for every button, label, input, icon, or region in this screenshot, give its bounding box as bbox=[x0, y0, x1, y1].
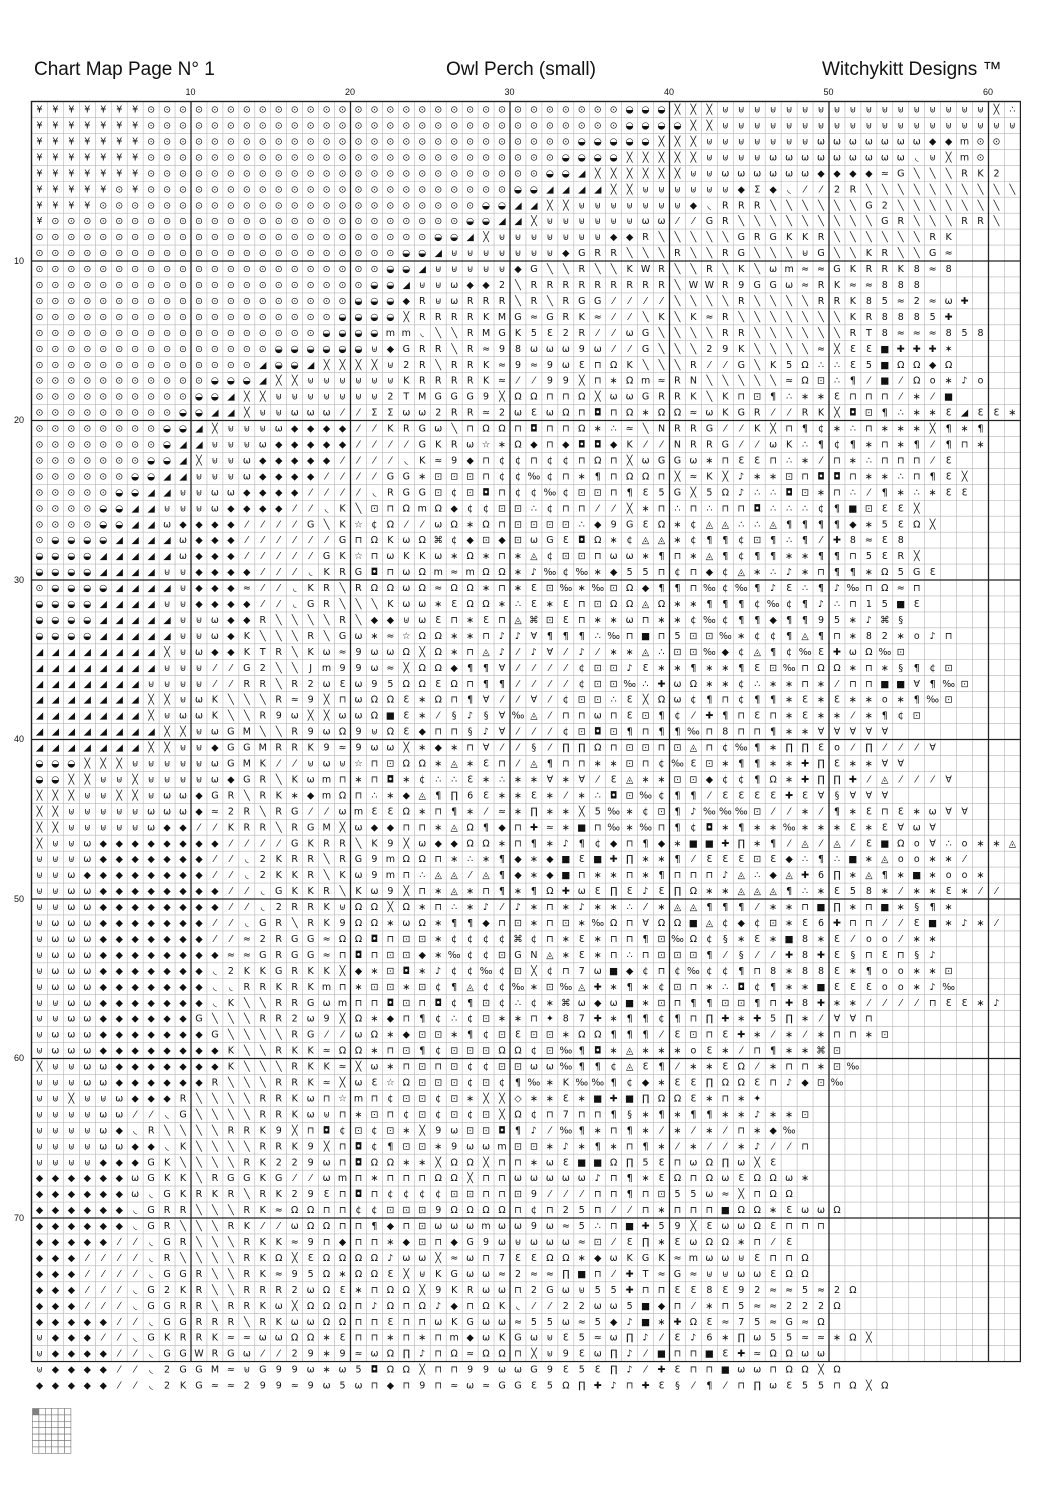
chart-row: ◢ ◢ ◢ ◢ ◢ ◢ ◢ ◢ ╳ ⊎ ω ◆ ◆ K T R ╲ K ω ≈ 9 ω ω Ω ╳ Ω ∗ ⊓ ◬ ♪ ⁄ ♪ ∀ ⁄ ♪ ⁄ ∗ ∗ ◬ ∴ ⊡ ⊡ ‰ ◆ ¢ ◬ ¶ ¢ ‰ Ɛ ✚ ω Ω ‰ ⊡ bbox=[35, 646, 905, 658]
thumbnail-cell bbox=[33, 1421, 39, 1427]
chart-row: ⊙ ⊙ ⊙ ⊙ ⊙ ⊙ ⊙ ⊙ ◒ ◢ ◢ ⊎ ⊎ ⊎ ω ◆ ◆ ◆ ◆ ◆ ⁄ ⁄ ⁄ ⁄ G K R ω ☆ ∗ Ω ◆ ⊓ ◆ ◘ ◘ ◆ K ⁄ ⁄ N R R G ⁄ ⁄ ω K ∴ ¶ ¢ ¶ ∗ ⊓ ∗ ¶ ⁄ ¶ ⊓ ∗ bbox=[35, 439, 985, 451]
chart-row: ◆ ◆ ◆ ◆ ◆ ◆ ω ◟ G K R K R ╲ R K 2 9 Ɛ ⊓ ◘ ⊓ ¢ ¢ ¢ ¢ ⊡ ⊡ ⊓ ⊓ ⊡ 9 ⁄ ⁄ ⁄ ⊓ ⊓ ¶ ⊓ ⊡ 5 5 ω ≈ ╳ ⊓ Ω Ω bbox=[35, 1189, 793, 1201]
chart-row: ◆ ◆ ◆ ◆ ◆ ◆ ◟ G R R ╲ ╲ ╲ R K ≈ Ω Ω ⊓ ⊓ ¢ ¢ ⊡ ⊡ ⊡ 9 Ω Ω Ω Ω ⊓ ¢ ⊓ 2 5 ⊓ ⁄ ⁄ ⊓ ∗ ⊓ ⊓ ⊓ ■ Ω Ω ∗ Ɛ ω ω Ω bbox=[35, 1205, 841, 1217]
thumbnail-cell bbox=[39, 1409, 45, 1415]
chart-row: ⊙ ⊙ ⊙ ⊙ ⊙ ⊙ ⊙ ⊙ ⊙ ⊙ ⊙ ⊙ ⊙ ⊙ ⊙ ⊙ ⊙ ⊙ ⊙ ⊙ ⊙ ◒ ◒ ◢ ⊎ ⊎ ω ◆ ◆ 2 ╲ R R R R R R R R R ╲ W W R 9 G G ω ≈ R K ≈ ≈ 8 8 8 bbox=[35, 280, 920, 292]
chart-row: ⊎ ω ω ω ◆ ◆ ◆ ◆ ◆ ◆ ◆ ◟ 2 K K G R K K ╳ ◆ ∗ ⊡ ◘ ∗ ♪ ¢ ¢ ‰ ¢ ⊡ ╳ ¢ ⊓ 7 ω ■ ◆ ¢ ⊓ ¢ ‰ ¢ ¢ ¶ ⊓ 8 ∗ 8 8 Ɛ ∗ ¶ o o ∗ ∗ ⊡ bbox=[35, 965, 953, 977]
chart-row: ⊙ ⊙ ⊙ ⊙ ⊙ ⊙ ⊙ ⊙ ⊙ ◒ ◒ ◢ ◢ ╳ ⊎ ⊎ ω ω ω ⁄ ⁄ Σ Σ ω ω 2 R R ≈ 2 ω Ɛ ω Ω ⊓ ◘ ⊓ Ω ∗ Ω Ω ≈ ω K G R ⁄ ⁄ R K ╳ ◘ ⊡ ¶ ∴ ∗ ∗ Ɛ ◢ Ɛ Ɛ ∗ bbox=[35, 407, 1017, 419]
chart-row: ╳ ╳ ⊎ ⊎ ⊎ ⊎ ⊎ ω ◆ ◆ ⁄ ⁄ K R R ╲ R G M ╳ ω ◆ ◆ ⊓ ⊓ ∗ ◬ Ω ¶ ◆ ⊓ ✚ ≈ ∗ ■ ⊓ ‰ ∗ ‰ ⊓ ¶ ¢ ◘ ∗ ¶ ∗ ∗ ‰ ∗ ∗ ∗ Ɛ ∗ Ɛ ∀ ω ∀ bbox=[36, 822, 936, 834]
chart-row: ⊎ ◆ ◆ ◆ ◆ ⁄ ⁄ ◟ G G W R G ω ⁄ ⁄ 2 9 ∗ 9 ≈ ω Ω ∏ ♪ ⊓ Ω ≈ Ω Ω ⊓ ╳ ⊎ 9 Ɛ ω ∏ ♪ ⁄ ■ ⊓ ⊓ ■ Ɛ ✚ ≈ Ω Ω ω ω bbox=[35, 1348, 826, 1360]
chart-row: ¥ ¥ ¥ ¥ ¥ ¥ ¥ ⊙ ⊙ ⊙ ⊙ ⊙ ⊙ ⊙ ⊙ ⊙ ⊙ ⊙ ⊙ ⊙ ⊙ ⊙ ⊙ ⊙ ⊙ ⊙ ⊙ ⊙ ⊙ ⊙ ⊙ ⊙ ⊙ ⊙ ⊙ ⊙ ⊙ ◒ ◒ ◒ ╳ ╳ ╳ ⊎ ⊎ ⊎ ⊎ ⊎ ⊎ ⊎ ⊎ ⊎ ⊎ ⊎ ⊎ ⊎ ⊎ ⊎ ⊎ ⊎ ╳ ∴ bbox=[36, 104, 1016, 116]
chart-row: ⊙ ⊙ ⊙ ⊙ ⊙ ⊙ ⊙ ⊙ ⊙ ⊙ ⊙ ◒ ◒ ◒ ◢ ╳ ╳ ⊎ ⊎ ⊎ ⊎ ⊎ ⊎ K R R R R K ≈ ⁄ ⁄ 9 9 ╳ ⊓ ∗ Ω m ≈ R N ╲ ╲ ╲ ╲ ╲ ≈ Ω ⊡ ∴ ¶ ⁄ ■ ⁄ Ω o ∗ ♪ o bbox=[35, 375, 984, 387]
chart-row: ⊎ ⊎ ╳ ⊎ ⊎ ω ◆ ◆ ◆ R ╲ ╲ ╲ ╲ R R K ω ⊓ ☆ m ⊓ ¢ ⊡ ⊡ ¢ ⊡ ∗ ╳ ╳ ◇ ∗ ∗ Ɛ ∗ ■ ✚ ■ ∏ Ω Ω Ɛ ∗ ⊓ ∗ ✦ bbox=[35, 1093, 762, 1105]
chart-row: ⊎ ⊎ ω ω ◆ ◆ ◆ ◆ ◆ ◆ ◆ ◟ K ╲ ╲ R R G ω m ⊓ ⊓ ◘ ⊡ ⊓ ◘ ¢ ¶ ⊡ ¢ ∴ ¢ ∗ ⌘ ω ◆ ω ■ ∗ ⊡ ⊓ ¶ ¶ ⊡ ⊡ ¶ ⊓ ✚ 8 ✚ ∗ ∗ ⁄ ⁄ ⁄ ⁄ ⊓ Ɛ Ɛ ∗ ♪ bbox=[35, 997, 1000, 1009]
chart-row: ◆ ◆ ◆ ⁄ ⁄ ⁄ ◟ G 2 K R ╲ ╲ R R R 2 ω Ω Ɛ ∗ ⊓ Ω Ω ╳ 9 K R ω ω ⊓ 2 G ω ⊎ 5 5 ✚ ⊓ ⊓ Ɛ Ɛ 8 Ɛ 9 2 ≈ ≈ 5 ≈ 2 Ω bbox=[35, 1284, 857, 1296]
thumbnail-cell bbox=[39, 1428, 45, 1434]
thumbnail-cell bbox=[39, 1434, 45, 1440]
thumbnail-cell bbox=[58, 1434, 64, 1440]
chart-row: ⊎ ⊎ ⊎ ω ω ◆ ◆ ◆ ◆ ◆ ◆ R ╲ ╲ ╲ R R K ≈ ╳ ω Ɛ ☆ Ω ⊡ ⊡ ⊡ ¢ ⊡ ¢ ¶ ‰ ∗ K ‰ ‰ ¶ ¢ ◆ ∗ Ɛ Ɛ ∏ Ω Ω Ɛ ⊓ ♪ ◆ ⊡ ‰ bbox=[35, 1077, 844, 1089]
chart-row: ◒ ◒ ◒ ◒ ◢ ◢ ◢ ◢ ◢ ⊎ ⊎ ω ◆ ◆ R ╲ ╲ ╲ ╲ R ╲ ◆ ◆ ⊎ ω Ɛ ⊓ ∗ Ɛ ⊓ ◬ ⌘ ⊡ Ɛ ⊓ ∗ ∗ ω ⊓ ∗ ∗ ¢ ‰ ¢ ¶ ¶ ◆ ¶ ¶ 9 5 ∗ ♪ ⌘ § bbox=[35, 614, 904, 626]
chart-row: ⊎ ω ω ω ◆ ◆ ◆ ◆ ◆ ◆ ◆ ◆ ≈ ≈ G R G G ≈ ⊓ ◘ ⊓ ⊡ ⊡ ◆ ∗ ‰ ¢ ¢ ⊡ G N ◬ ∗ Ɛ ∗ ⊓ ∴ ⊓ ⊡ ⊡ ⊡ ¶ ⁄ § ⁄ ⁄ ✚ 8 ✚ Ɛ § ⊓ Ɛ ⊓ § ♪ bbox=[35, 949, 936, 961]
chart-row: ⊙ ⊙ ⊙ ⊙ ◒ ◒ ◢ ◢ ⊎ ⊎ ⊎ ω ◆ ◆ ◆ ◆ ⁄ ⁄ ◟ K ╲ ⊡ ⊓ Ω m Ω ◆ ¢ ¢ ⊡ ⊡ ∴ ¢ ⊓ ⊓ ⁄ ⁄ ╳ ∗ ⊓ ∴ ⊓ ∴ ⊓ ⊓ ◘ ∴ ∴ ∴ ¢ ¶ ■ ⊡ Ɛ Ɛ ╳ bbox=[35, 503, 920, 515]
chart-row: ⊎ ◆ ◆ ◆ ◆ ⁄ ⁄ ◟ 2 G G M ≈ ⊎ G 9 9 ω ∗ ω 5 ◘ Ω Ω ╳ ⊓ ⊓ 9 9 ω ω G 9 Ɛ 5 Ɛ ∏ ♪ ⁄ ✚ Ɛ ⊓ ⊓ ■ ω ω ⊓ Ω Ω ╳ Ω bbox=[35, 1364, 841, 1376]
thumbnail-cell bbox=[39, 1421, 45, 1427]
chart-row: ¥ ⊙ ⊙ ⊙ ⊙ ⊙ ⊙ ⊙ ⊙ ⊙ ⊙ ⊙ ⊙ ⊙ ⊙ ⊙ ⊙ ⊙ ⊙ ⊙ ⊙ ⊙ ⊙ ⊙ ⊙ ⊙ ⊙ ◒ ◒ ◢ ◢ ╳ ⊎ ⊎ ⊎ ⊎ ⊎ ⊎ ω ω ⁄ ⁄ G R ╲ ╲ ╲ ╲ ╲ ╲ ╲ ╲ ╲ G R ╲ ╲ ╲ R R ╲ bbox=[36, 216, 1000, 228]
chart-row: ◆ ◆ ◆ ⁄ ⁄ ⁄ ⁄ ◟ R ╲ ╲ ╲ ╲ R K Ω ╳ Ɛ Ω Ω Ω Ω ♪ ω ω ╳ ≈ ω ⊓ 7 Ɛ Ɛ Ω Ω ∗ ◆ ω K G K ≈ m ω ω ⊎ Ɛ ⊓ ⊓ Ω bbox=[35, 1252, 809, 1264]
page-map-thumbnail bbox=[32, 1408, 73, 1455]
chart-row: ◒ ◒ ╳ ╳ ⊎ ⊎ ╳ ⊎ ⊎ ⊎ ⊎ ω ◆ G R ╲ K ω m ⊓ ∗ ⊓ ◘ ∗ ¢ ∴ ∴ Ɛ ∗ ∴ ∗ ∗ ∀ ∗ ∀ ⁄ Ɛ ◬ ∗ ∗ ⊡ ⊡ ◆ ¢ ¢ ¶ Ω ∗ ✚ ∏ ∏ ✚ ⁄ ◬ ⁄ ⁄ ⁄ ∀ bbox=[35, 774, 952, 786]
cross-stitch-chart-grid bbox=[31, 101, 1021, 1392]
chart-row: ◢ ◢ ◢ ◢ ◢ ◢ ◢ ╳ ╳ ⊎ ω K ╲ ╲ ╲ R ≈ 9 ╳ ⊓ ω Ω Ω Ɛ ∗ Ω ⊓ ¶ ∀ ⁄ ⁄ ∀ ⁄ ¢ ⊡ ⊡ ∴ Ɛ ╳ Ω ω ¢ ¶ ⊓ ¢ ¶ ¶ ∗ Ɛ ∗ Ɛ ∗ ∗ o ∗ ¶ ‰ ⊡ bbox=[35, 694, 953, 706]
chart-row: ⊎ ⊎ ⊎ ⊎ ω ω ⁄ ⁄ ◟ G ╲ ╲ ╲ ╲ R R K ω ⊎ ⊓ ∗ ⊡ ⊓ ¢ ⊡ ¢ ⊡ ¢ ⊡ ╳ Ω ¢ ⊓ 7 ⊓ ⊓ ¶ § ∗ ¶ ∗ ¶ ¶ ∗ ∗ ♪ ∗ ∗ ⊡ bbox=[35, 1109, 810, 1121]
chart-row: ⊙ ⊙ ⊙ ⊙ ⊙ ⊙ ⊙ ⊙ ⊙ ⊙ ⊙ ⊙ ⊙ ⊙ ⊙ ⊙ ⊙ ⊙ ⊙ ⊙ ⊙ ⊙ ◒ ◒ ◢ ⊎ ⊎ ⊎ ⊎ ⊎ ◆ G ╲ ╲ R ╲ ╲ K W R ╲ ╲ R ╲ K ╲ ω m ≈ ≈ G K R R K 8 ≈ 8 bbox=[35, 264, 952, 276]
chart-row: ¥ ¥ ¥ ¥ ¥ ¥ ¥ ⊙ ⊙ ⊙ ⊙ ⊙ ⊙ ⊙ ⊙ ⊙ ⊙ ⊙ ⊙ ⊙ ⊙ ⊙ ⊙ ⊙ ⊙ ⊙ ⊙ ⊙ ⊙ ⊙ ⊙ ⊙ ⊙ ◒ ◒ ◒ ◒ ╳ ╳ ╳ ╳ ╳ ⊎ ⊎ ⊎ ⊎ ω ω ω ω ω ω ω ω ω ◟ ⊎ ╳ m ⊙ bbox=[36, 152, 985, 164]
chart-row: ⊎ ω ω ω ◆ ◆ ◆ ◆ ◆ ◆ ◆ ◟ ◟ R R K R K m ⊓ ∗ ⊡ ⊡ ∗ ⊡ ¢ ¶ ◬ ¢ ¢ ‰ ∗ ⊡ ‰ ◬ ✚ ∗ ¶ ∗ ¢ ⊡ ⊓ ∗ ∴ ◘ ¢ ¶ ∗ ∗ ■ Ɛ Ɛ Ɛ o o ∗ ♪ ‰ bbox=[35, 981, 956, 993]
chart-row: ◒ ◒ ◒ ◒ ◢ ◢ ◢ ◢ ◢ ω ◆ ◆ ◆ ⁄ ⁄ ⁄ ⁄ ⁄ G K ☆ ⊓ ω K K ω ∗ Ω ∗ ⊓ ∗ ◬ ¢ ⊡ ⊡ ⊓ ω ω ∗ ¶ ⊓ ∗ ◬ ¶ ¢ ¶ ¶ ∗ ∗ ¶ ¶ ⊓ 5 Ɛ R ╳ bbox=[35, 551, 920, 563]
row-number: 40 bbox=[14, 734, 25, 744]
chart-row: ◆ ◆ ◆ ⁄ ⁄ ⁄ ◟ G G R R ╲ R R K ω ╳ Ω Ω Ω ⊓ ♪ Ω ⊓ Ω ♪ ◆ ⊓ Ω K ◟ ⁄ ⁄ 2 2 ω ω 5 ■ ◆ ⊓ ⁄ ∗ ⊓ 5 ≈ ≈ 2 2 2 Ω bbox=[35, 1300, 841, 1312]
thumbnail-cell bbox=[58, 1447, 64, 1453]
chart-row: ◆ ◆ ◆ ◆ ◆ ⁄ ⁄ ◟ 2 K G ≈ ≈ 2 9 9 ≈ 9 ω 5 ω ⊓ ◆ ⊓ 9 ⊓ ≈ ω ≈ G G Ɛ 5 Ω ∏ ✚ ♪ ⊓ ✚ Ɛ § ⁄ ¶ ⁄ ⊓ ∏ ω Ɛ 5 5 ⊓ Ω ╳ Ω bbox=[35, 1380, 889, 1392]
chart-row: ¥ ¥ ¥ ¥ ⊙ ⊙ ⊙ ⊙ ⊙ ⊙ ⊙ ⊙ ⊙ ⊙ ⊙ ⊙ ⊙ ⊙ ⊙ ⊙ ⊙ ⊙ ⊙ ⊙ ⊙ ⊙ ⊙ ⊙ ◒ ◒ ◢ ◢ ╳ ╳ ⊎ ⊎ ⊎ ⊎ ⊎ ⊎ ⊎ ◆ ◟ R R R ╲ ╲ ╲ ╲ ╲ ╲ G 2 ╲ ╲ ╲ ╲ ╲ ╲ ╲ bbox=[36, 200, 1000, 212]
thumbnail-cell bbox=[39, 1415, 45, 1421]
chart-row: ◆ ◆ ◆ ◆ ◆ ◆ ◟ G R ╲ ╲ ╲ R K ⁄ ⁄ ω Ω Ω ⊓ ⊓ ¶ ◆ ⊓ ⊡ ω ω ω m ω ω 9 ω ≈ 5 ∴ ⊓ ■ ✚ 5 9 ╳ Ɛ ω ω Ω Ɛ ⊓ ⊓ ⊓ bbox=[35, 1221, 825, 1233]
row-number: 50 bbox=[14, 893, 25, 904]
thumbnail-cell bbox=[39, 1447, 45, 1453]
thumbnail-current-page-cell bbox=[33, 1409, 39, 1415]
thumbnail-cell bbox=[58, 1441, 64, 1447]
thumbnail-cell bbox=[65, 1428, 71, 1434]
thumbnail-cell bbox=[52, 1447, 58, 1453]
thumbnail-cell bbox=[33, 1441, 39, 1447]
column-number: 60 bbox=[982, 87, 994, 97]
chart-row: ⊎ ω ω ω ◆ ◆ ◆ ◆ ◆ ◆ ◆ ⁄ ⁄ ◟ G R ╲ R K 9 Ω Ω ∗ ω Ω ∗ ¶ ¶ ◆ ⊓ ⊡ ∗ ⊓ ⊡ ∗ ‰ Ω ⊓ ∀ Ω Ω ■ ◬ ¢ ◆ ¢ ⊡ ∗ Ɛ 6 ✚ ⊓ ⊓ ⁄ ⁄ Ɛ ■ ∗ ♪ ∗ ⁄ bbox=[35, 918, 998, 930]
thumbnail-cell bbox=[33, 1434, 39, 1440]
thumbnail-cell bbox=[33, 1415, 39, 1421]
row-number: 70 bbox=[14, 1212, 25, 1223]
chart-row: ◢ ◢ ◢ ◢ ◢ ◢ ◢ ◢ ⊎ ⊎ ⊎ ⁄ ⁄ G 2 ╲ ╲ J m 9 9 ω ≈ ╳ Ω Ω ◆ ¶ ¶ ∀ ⁄ ⁄ ⁄ ⁄ ¢ ⊡ ⊡ ♪ Ɛ ∗ ∗ ¶ ∗ ∗ ¶ Ɛ ⊡ ‰ ⊓ Ω Ω ∗ ⊓ ∗ § ¶ ¢ ⊡ bbox=[35, 662, 953, 674]
chart-row: ⊙ ⊙ ⊙ ⊙ ⊙ ⊙ ⊙ ⊙ ⊙ ⊙ ⊙ ⊙ ⊙ ⊙ ⊙ ⊙ ⊙ ⊙ ⊙ ⊙ ⊙ ⊙ ⊙ ⊙ ⊙ ◒ ◒ ◢ ╳ ⊎ ⊎ ⊎ ⊎ ⊎ ⊎ ⊎ ◆ ◆ R ╲ ╲ ╲ ╲ ╲ G R G K K R ╲ ╲ ╲ ╲ ╲ ╲ R K bbox=[35, 232, 952, 244]
thumbnail-cell bbox=[58, 1421, 64, 1427]
chart-row: ╳ ╳ ⊎ ⊎ ⊎ ⊎ ⊎ ω ω ω ◆ ≈ 2 R ╲ R G ⁄ ⁄ ω m Ɛ Ɛ Ω ∗ ⊓ ¶ ∗ ⁄ ≈ ∗ ∏ ∗ ∗ ╳ 5 ‰ ∗ ¢ ⊡ ¶ ♪ ‰ ‰ ‰ ⊡ ⁄ ⁄ ∗ ⁄ ¶ ∗ Ɛ ⊓ Ɛ ∗ ω ∀ ∀ bbox=[36, 806, 968, 818]
chart-row: ⊎ ⊎ ω ω ◆ ◆ ◆ ◆ ◆ ◆ ◆ ◆ ⁄ ⁄ ◟ 2 R R K ⊎ Ω Ω ╳ Ω ∗ ⊓ ∴ ∗ ♪ ⁄ ♪ ∗ ⊓ ∗ ♪ ∗ ∗ ∴ ⁄ ∗ ◬ ◬ ¶ ¶ ¶ ⁄ ∗ ∗ ⊓ ■ ∏ ∗ ⊓ ■ ∗ § ¶ ∗ bbox=[35, 902, 953, 914]
chart-row: ⊎ ⊎ ⊎ ⊎ ω ◆ ◟ R ╲ ╲ ╲ ╲ R R K 9 ╳ ⊓ ◘ ¢ ⊡ ¢ ⊡ ∗ ╳ 9 ω ⊡ ⊡ ◘ ¶ ♪ ⁄ ‰ ¶ ∗ ⊓ ¶ ∗ ⁄ ∗ ⁄ ∗ ⁄ ⊓ ∗ ◆ ‰ bbox=[35, 1125, 796, 1137]
chart-row: ⊎ ⊎ ω ω ◆ ◆ ◆ ◆ ◆ ◆ ◆ ◆ ⁄ ⁄ ◟ G K K R ╲ K ω 9 ╳ ⊓ ∗ ◬ ∗ ⊓ ¶ ∗ ¶ Ω ✚ ω Ɛ ∏ Ɛ ♪ Ɛ ∏ Ω ∗ ∗ ◬ ◬ ◬ ¶ ∴ ∗ Ɛ 5 8 ∗ ⁄ ∗ ∗ Ɛ ∗ ⁄ ⁄ bbox=[35, 886, 998, 898]
chart-row: ⊙ ⊙ ⊙ ⊙ ⊙ ⊙ ⊙ ⊙ ⊙ ⊙ ⊙ ⊙ ⊙ ⊙ ⊙ ⊙ ⊙ ⊙ ⊙ ⊙ ⊙ ⊙ ⊙ ◒ ◒ ◢ ⊎ ⊎ ⊎ ⊎ ⊎ ⊎ ⊎ ◆ G R R ╲ ╲ ╲ R ╲ ╲ R G ╲ ╲ ╲ ⊎ G ╲ ╲ K R ╲ ╲ G ≈ bbox=[35, 248, 953, 260]
thumbnail-cell bbox=[65, 1441, 71, 1447]
chart-row: ╳ ⊎ ⊎ ω ◆ ◆ ◆ ◆ ◆ ◆ ◆ ◆ ⁄ ⁄ ⁄ ⁄ G K R R ╲ K 9 ╳ ω ◆ ◆ Ω Ω ∗ ⊓ ¶ ∗ ♪ ¶ ¢ ◆ ⊓ ¶ ◆ ∗ ■ ■ ✚ ∏ ∗ ¶ ⁄ ◬ ⁄ ◬ ⁄ Ɛ ■ Ω o ∀ ∴ o ∗ ∗ ◬ bbox=[36, 838, 1017, 850]
chart-row: ¥ ¥ ¥ ¥ ¥ ¥ ¥ ⊙ ⊙ ⊙ ⊙ ⊙ ⊙ ⊙ ⊙ ⊙ ⊙ ⊙ ⊙ ⊙ ⊙ ⊙ ⊙ ⊙ ⊙ ⊙ ⊙ ⊙ ⊙ ⊙ ⊙ ⊙ ⊙ ⊙ ⊙ ⊙ ⊙ ◒ ◒ ◒ ◒ ╳ ╳ ⊎ ⊎ ⊎ ⊎ ⊎ ⊎ ⊎ ⊎ ⊎ ⊎ ⊎ ⊎ ⊎ ⊎ ⊎ ⊎ ⊎ ⊎ ⊎ bbox=[36, 120, 1016, 132]
chart-row: ¥ ¥ ¥ ¥ ¥ ¥ ¥ ⊙ ⊙ ⊙ ⊙ ⊙ ⊙ ⊙ ⊙ ⊙ ⊙ ⊙ ⊙ ⊙ ⊙ ⊙ ⊙ ⊙ ⊙ ⊙ ⊙ ⊙ ⊙ ⊙ ⊙ ⊙ ◒ ◒ ◢ ╳ ╳ ╳ ╳ ╳ ╳ ⊎ ⊎ ω ω ω ω ω ω ◆ ◆ ◆ ◆ ≈ G ╲ ╲ ╲ R K 2 bbox=[36, 168, 1000, 180]
column-number: 30 bbox=[504, 87, 515, 97]
thumbnail-cell bbox=[58, 1409, 64, 1415]
chart-row: ⊙ ⊙ ⊙ ⊙ ⊙ ⊙ ⊙ ◒ ◒ ◢ ╳ ⊎ ⊎ ω ◆ ◆ ◆ ◆ ◆ ⁄ ⁄ ⁄ ⁄ ◟ K ≈ 9 ◆ ⊓ ¢ ¢ ⊓ ¢ ¢ ⊓ Ω ⊓ ╳ ω G G ω ∗ ⊓ Ɛ Ɛ ⊓ ∴ ∗ ⁄ ⊓ ∗ ∴ ⊓ ⊓ ⊓ ⁄ Ɛ bbox=[35, 455, 952, 467]
column-number: 50 bbox=[823, 87, 834, 97]
chart-row: ⊙ ⊙ ⊙ ⊙ ◒ ◒ ◢ ◢ ω ◆ ◆ ◆ ◆ ⁄ ⁄ ⁄ ⁄ G ╲ K ☆ ¢ Ω ⁄ ⁄ ω Ω ∗ Ω ⊓ ⊡ ⊡ ⊡ ⊡ ∴ ◆ 9 G Ɛ Ω ∗ ¢ ◬ ◬ ∴ ∴ ◬ ¶ ¶ ¶ ¶ ◆ ∗ 5 Ɛ Ω ╳ bbox=[35, 519, 936, 531]
chart-row: ¥ ¥ ¥ ¥ ¥ ¥ ¥ ⊙ ⊙ ⊙ ⊙ ⊙ ⊙ ⊙ ⊙ ⊙ ⊙ ⊙ ⊙ ⊙ ⊙ ⊙ ⊙ ⊙ ⊙ ⊙ ⊙ ⊙ ⊙ ⊙ ⊙ ⊙ ⊙ ⊙ ◒ ◒ ◒ ◒ ◒ ╳ ╳ ╳ ⊎ ⊎ ⊎ ⊎ ⊎ ⊎ ⊎ ω ω ω ω ω ω ω ◆ ◆ m ⊙ ⊙ bbox=[36, 136, 1001, 148]
chart-row: ◒ ◒ ◒ ◒ ◢ ◢ ◢ ◢ ◢ ⊎ ⊎ ω ◆ K ╲ ╲ ╲ R ╲ G ω ∗ ≈ ☆ Ω Ω ∗ ∗ ⊓ ♪ ♪ ∀ ¶ ¶ ¶ ∴ ‰ ⊓ ■ ⊓ 5 ⊡ ⊡ ‰ ∗ ¢ ¢ ¶ ◬ ¶ ⊓ ∗ 8 2 ∗ o ♪ ⊓ bbox=[35, 630, 953, 642]
thumbnail-cell bbox=[39, 1441, 45, 1447]
row-number: 30 bbox=[14, 574, 25, 585]
designer-name: Witchykitt Designs ™ bbox=[822, 59, 1002, 80]
chart-row: ⊎ ω ω ω ◆ ◆ ◆ ◆ ◆ ◆ ◆ ⁄ ⁄ ≈ 2 R G G ≈ Ω Ω ◘ ⊓ ⊡ ⊡ ∗ ¢ ¢ ¢ ¢ ⌘ ¢ ⊓ ∗ Ɛ ∗ ⊓ ⊓ ¶ ⊡ ‰ Ω ¢ § ∗ Ɛ ∗ ■ 8 ∗ Ɛ ⁄ o o ⁄ ∗ ∗ bbox=[35, 933, 937, 945]
chart-row: ◢ ◢ ◢ ◢ ◢ ◢ ◢ ╳ ╳ ⊎ ⊎ ◆ G G M R R K 9 ≈ 9 ω ω ╳ ∗ ◆ ∗ ⊓ ∀ ⁄ ⁄ § ⁄ ∏ ∏ Ω ⊓ ⊡ ⊡ ⊓ ⊡ ◬ ⊓ ¢ ‰ ¶ ∗ ∏ ∏ Ɛ o ⁄ ∏ ⁄ ⁄ ⁄ ∀ bbox=[35, 742, 936, 754]
thumbnail-cell bbox=[45, 1421, 51, 1427]
chart-row: ⊙ ⊙ ⊙ ⊙ ⊙ ⊙ ◒ ◒ ◢ ◢ ⊎ ⊎ ⊎ ω ◆ ◆ ◆ ◆ ⁄ ⁄ ⁄ ⁄ G G ∗ ⊡ ⊡ ⊡ ⊓ ¢ ¢ ‰ ¢ ⊓ ∗ ¶ ⊓ Ω Ω ⊓ ╳ ≈ K ╳ ♪ ∗ ∗ ⊡ ⊓ ◘ ◘ ⊓ ∗ ∗ ∴ ⊓ ¶ Ɛ ╳ bbox=[35, 471, 968, 483]
chart-row: ⊎ ◆ ◆ ◆ ⁄ ⁄ ◟ G K R R K ≈ ≈ ω ω Ω Ω ∗ Ɛ ⊓ ⊓ ∗ ⊓ ∗ ⊓ m ◆ ω K G ω ⊎ Ɛ 5 ≈ ω ∏ ♪ ⁄ Ɛ ♪ 6 ∗ ∏ ω 5 5 ≈ ≈ ∗ Ω ╳ bbox=[35, 1332, 872, 1344]
chart-row: ◆ ◆ ◆ ⁄ ⁄ ⁄ ⁄ ◟ G G R ╲ ╲ R K ≈ 9 5 Ω ∗ Ω Ω Ɛ ╳ ⊎ K G ω ω ≈ 2 ≈ ≈ ∏ ■ ⊓ ⁄ ✚ T ≈ G ≈ ⊎ ⊎ ω ω Ɛ Ω Ω bbox=[35, 1268, 809, 1280]
row-number: 20 bbox=[14, 415, 25, 425]
thumbnail-cell bbox=[52, 1428, 58, 1434]
thumbnail-cell bbox=[33, 1428, 39, 1434]
thumbnail-cell bbox=[52, 1409, 58, 1415]
chart-row: ⊎ ω ω ω ◆ ◆ ◆ ◆ ◆ ◆ ◆ ◆ K ╲ ╲ R K K ≈ Ω Ω ∗ ⊓ ⊡ ¶ ¢ ⊡ ⊡ ⊡ Ω Ω ¢ ⊡ ‰ ¶ ◘ ∗ ◬ ∗ ∗ ∗ o Ɛ ∗ ⁄ ⊓ ¶ ∗ ∗ ⌘ ⊡ bbox=[35, 1045, 841, 1057]
thumbnail-cell bbox=[65, 1434, 71, 1440]
chart-row: ◢ ◢ ◢ ◢ ◢ ◢ ◢ ╳ ⊎ ω ω K ╲ ╲ R 9 ω ╳ ╳ ω ω Ω ■ Ɛ ∗ ⁄ § ♪ § ∀ ‰ ◬ ⁄ ⊓ ⊓ ω ⊓ Ɛ ⊡ ¶ ¢ ⁄ ✚ ¶ ⊓ Ɛ ⊓ ∗ Ɛ ∗ ∗ ⁄ ∗ ¶ ¢ ⊡ bbox=[35, 710, 921, 722]
chart-row: ⊎ ⊎ ⊎ ω ◆ ◆ ◆ ◆ ◆ ◆ ◆ ⁄ ⁄ ◟ 2 K R R ╲ R G 9 m Ω Ω ⊓ ∗ ∴ ∗ ¶ ◆ ∗ ◆ ■ Ɛ ■ ✚ ∏ ∗ ∗ ¶ ⁄ Ɛ Ɛ Ɛ ⊡ Ɛ ◆ ∴ ¶ ∴ ■ ∗ ◬ o o ∗ ∗ ⁄ bbox=[35, 854, 966, 866]
chart-row: ◒ ◒ ◒ ╳ ╳ ╳ ⊎ ⊎ ⊎ ⊎ ⊎ ω G M K ⁄ ⁄ ⊎ ω ⊎ ☆ ⊓ ⊡ Ω Ω ∗ ◬ ∗ Ɛ ⊓ ⁄ ◬ ¶ ⊓ ⊓ ∗ ∗ ⊡ ⊓ ¢ ‰ Ɛ ⊡ ∗ ¶ ¶ ∗ ∗ ✚ ∏ Ɛ ∗ ∗ ∀ ∀ bbox=[35, 758, 905, 770]
chart-row: ⊎ ⊎ ω ω ◆ ◆ ◆ ◆ ◆ ◆ G ╲ ╲ ╲ R R 2 ω 9 ╳ Ω ∗ ◆ ⊓ ¶ ¢ ∴ ¢ ⊡ ∗ ∗ ⊓ ✦ 8 7 ✚ ∗ ¶ ¶ ¢ ¶ ⊓ ∏ ✚ ∗ ✚ 5 ∏ ∗ ⁄ ∀ ∀ ⊓ bbox=[35, 1013, 873, 1025]
chart-row: ◒ ◒ ◒ ◒ ◢ ◢ ◢ ◢ ⊎ ⊎ ◆ ◆ ◆ ◆ ⁄ ⁄ ⁄ ◟ K R G ◘ ⊓ ω Ω m ≈ m Ω Ω ∗ ♪ ‰ ¢ ‰ ∗ ◆ 5 5 ⊓ ¢ ⊓ ◆ ¢ ◬ ∗ ∴ ♪ ∗ ⊓ ¶ ¶ ∗ Ω 5 G Ɛ bbox=[35, 567, 936, 579]
thumbnail-cell bbox=[45, 1434, 51, 1440]
row-number: 10 bbox=[14, 255, 25, 266]
chart-row: ⊎ ⊎ ⊎ ⊎ ω ω ◆ ◆ ◟ K ╲ ╲ ╲ ╲ R R K 9 ╳ ⊓ ◘ ¢ ¶ ⊡ ⊡ ∗ 9 ω ω m ⊡ ⊡ ∗ ♪ ∗ ¶ ∗ ⊓ ¶ ∗ ⁄ ∗ ⁄ ⁄ ∗ ♪ ⁄ ⁄ ⊓ bbox=[35, 1141, 809, 1153]
chart-row: ⊙ ◒ ◒ ◒ ◒ ◢ ◢ ◢ ◢ ⊎ ◆ ◆ ◆ ≈ ⁄ ⁄ ◟ K R ╲ R Ω Ω ω Ω ≈ Ω Ω ∗ ⊓ ∗ Ɛ ⊡ ‰ ∗ ‰ ⊡ Ω ◆ ¶ ¶ ⊓ ‰ ¢ ‰ ¶ ♪ Ɛ ∴ ¶ ♪ ‰ ⊓ Ω ≈ ⊓ bbox=[35, 583, 921, 595]
thumbnail-cell bbox=[58, 1415, 64, 1421]
pattern-title: Owl Perch (small) bbox=[446, 59, 596, 80]
column-number: 10 bbox=[185, 87, 196, 97]
thumbnail-cell bbox=[52, 1441, 58, 1447]
thumbnail-cell bbox=[45, 1415, 51, 1421]
chart-row: ◢ ◢ ◢ ◢ ◢ ◢ ◢ ⊎ ⊎ ⊎ ⊎ ⁄ ⁄ R R ╲ R 2 ω Ɛ ω 9 5 Ω Ω Ɛ Ω ⊓ ¶ ¶ ⁄ ⁄ ⁄ ⁄ ¢ ⊡ ⊡ ‰ ∴ ✚ ω Ω ∗ ∗ ¢ ∴ ∗ ∗ ⊓ ∗ ⁄ ⊓ ⊓ ■ ■ ∀ ¶ ‰ ⊡ bbox=[35, 678, 969, 690]
chart-row: ╳ ╳ ╳ ⊎ ⊎ ╳ ╳ ⊎ ω ω ◆ G R ╲ R K ∗ ◆ m Ω ⊓ ∴ ∗ ◆ ◬ ¶ ∏ 6 Ɛ ∗ ∗ Ɛ ∗ ⁄ ∗ ∴ ◘ ⊡ ‰ ¢ ¶ ¶ ⁄ Ɛ Ɛ Ɛ Ɛ ✚ Ɛ ∀ § ∀ ∀ ∀ bbox=[36, 790, 889, 802]
chart-row: ⊙ ⊙ ⊙ ⊙ ⊙ ⊙ ⊙ ⊙ ⊙ ⊙ ⊙ ⊙ ⊙ ⊙ ⊙ ◒ ◒ ◒ ◒ ◒ ◒ ⊎ ◆ G R R ╲ R ≈ 9 8 ω ω ω 9 ω ⁄ ⁄ G ╲ ╲ ╲ 2 9 K ╲ ╲ ╲ ╲ ≈ ╳ Ɛ Ɛ ■ ✚ ✚ ✚ ✶ bbox=[35, 343, 953, 355]
thumbnail-cell bbox=[65, 1447, 71, 1453]
column-number: 40 bbox=[663, 87, 675, 97]
chart-row: ◒ ◒ ◒ ◒ ◢ ◢ ◢ ◢ ⊎ ⊎ ◆ ◆ ◆ ◆ ⁄ ⁄ ◟ G R ╲ ╲ ╲ K ω ω ∗ Ɛ Ω Ω ∗ ∴ Ɛ ∗ Ɛ ⊓ ⊡ Ω Ω ◬ Ω ∗ ∗ ¶ ¶ ¶ ¢ ‰ ¢ ¶ ♪ ∴ ⊓ 1 5 ■ Ɛ bbox=[35, 599, 920, 611]
column-number: 20 bbox=[344, 87, 356, 97]
thumbnail-cell bbox=[58, 1428, 64, 1434]
thumbnail-cell bbox=[33, 1447, 39, 1453]
thumbnail-cell bbox=[65, 1415, 71, 1421]
thumbnail-cell bbox=[65, 1409, 71, 1415]
chart-row: ⊙ ⊙ ⊙ ⊙ ⊙ ◒ ◒ ◢ ◢ ⊎ ⊎ ω ω ◆ ◆ ◆ ◆ ⁄ ⁄ ⁄ ⁄ ◟ R G G ⊡ ¢ ⊡ ◘ ⊓ ¢ ¢ ‰ ¢ ⊡ ⊡ ⊓ ¶ Ɛ 5 G ╳ 5 Ω ♪ ∴ ∴ ◘ ⊡ ∗ ⊓ ∴ ⁄ ¶ ∗ ∴ ∗ Ɛ Ɛ bbox=[35, 487, 968, 499]
chart-row: ◆ ◆ ◆ ◆ ◆ ⁄ ⁄ ◟ G G R R R ╲ R K ω ω Ω Ω ⊓ ⊓ Ɛ ⊓ ⊓ ω K G ω ω ≈ 5 5 ω ≈ 5 ◆ ♪ ■ ∗ ✚ Ω Ɛ ≈ 7 5 ≈ G ≈ Ω bbox=[35, 1316, 825, 1328]
thumbnail-cell bbox=[45, 1428, 51, 1434]
chart-row: ╳ ⊎ ⊎ ω ω ◆ ◆ ◆ ◆ ◆ ◆ ◆ K ╲ ╲ ╲ R K K ≈ ╳ ω ∗ ⊓ ⊡ ⊓ ⊡ ¢ ¢ ⊡ ⊡ ω ω ‰ ¶ ¶ ¢ ◬ Ɛ ¶ ⁄ ∗ ∗ Ɛ Ω ⁄ ∗ ⊓ ⊓ ∗ ⊡ ‰ bbox=[36, 1061, 860, 1073]
chart-row: ¥ ¥ ¥ ¥ ¥ ⊙ ¥ ⊙ ⊙ ⊙ ⊙ ⊙ ⊙ ⊙ ⊙ ⊙ ⊙ ⊙ ⊙ ⊙ ⊙ ⊙ ⊙ ⊙ ⊙ ⊙ ⊙ ⊙ ⊙ ⊙ ◒ ◒ ◢ ◢ ◢ ◢ ╳ ╳ ⊎ ⊎ ⊎ ⊎ ⊎ ⊎ ◆ Σ ◆ ◟ ⁄ ⁄ 2 R ╲ ╲ ╲ ╲ ╲ ╲ ╲ ╲ ╲ ╲ bbox=[36, 184, 1016, 196]
chart-row: ⊙ ⊙ ⊙ ⊙ ⊙ ⊙ ⊙ ⊙ ◒ ◒ ◢ ╳ ⊎ ⊎ ⊎ ω ◆ ◆ ◆ ◆ ⁄ ⁄ K R G ω ╲ ⊓ Ω Ω ⊓ ◘ ⊓ ⊓ Ω ∗ ∴ ≈ ╲ N R R G ⁄ ⁄ K ╳ ⊓ ¶ ¢ ∗ ∴ ⊓ ∗ ∗ ∗ ╳ ¶ ∗ ¶ bbox=[35, 423, 984, 435]
chart-row: ⊎ ω ω ω ◆ ◆ ◆ ◆ ◆ ◆ ◆ G ╲ ╲ ╲ ╲ R G ⁄ ⁄ ω Ω ∗ ◆ ⊡ ⊡ ∗ ¶ ¢ ⊡ Ɛ ⊡ ⊡ ∗ Ω Ω ¶ ¶ ¶ ⁄ Ɛ ⊡ ⊓ Ɛ ✚ ∗ ⁄ ∗ ⁄ ∗ ⊓ ⊓ ∗ ⊡ bbox=[35, 1029, 889, 1041]
chart-row: ⊙ ⊙ ⊙ ⊙ ⊙ ⊙ ⊙ ⊙ ⊙ ⊙ ◒ ◒ ◢ ╳ ╳ ⊎ ⊎ ⊎ ⊎ ⊎ ⊎ ⊎ 2 T M G G G 9 ╳ Ω Ω ⊓ ⊓ Ω ╳ ω ω G R R K ╲ K ⊓ ⊡ ¶ ∴ ∗ ∗ Ɛ ⊓ ⊓ ⊓ ⁄ ∗ ⁄ ■ bbox=[35, 391, 954, 403]
thumbnail-cell bbox=[52, 1421, 58, 1427]
chart-row: ⊎ ⊎ ⊎ ⊎ ◆ ◆ ◆ G K ╲ ╲ ╲ ╲ R K 2 2 9 ω ⊓ ◘ Ω Ω ∗ ∗ ╳ Ω Ω ╳ ⊓ ⊓ ∗ ω Ɛ ■ ■ Ω ∏ 5 Ɛ ⊓ ω Ω ∏ ω ╳ Ɛ bbox=[35, 1157, 777, 1169]
chart-row: ◆ ◆ ◆ ◆ ◆ ◆ ω G K K ╲ R G G K G ⁄ ⁄ ω m ⊓ ∗ ⊓ ⊓ ⊓ Ω Ω ╳ ⊓ ⊓ ω ω ω ω ω ♪ ⊓ ¶ ∗ Ɛ Ω ⊓ Ω ω Ɛ Ω Ω ω ∗ bbox=[35, 1173, 810, 1185]
row-number: 60 bbox=[14, 1053, 25, 1063]
chart-row: ⊙ ⊙ ⊙ ⊙ ⊙ ⊙ ⊙ ⊙ ⊙ ⊙ ⊙ ⊙ ⊙ ⊙ ⊙ ⊙ ⊙ ⊙ ◒ ◒ ◒ ◒ m m ◟ ╲ ╲ R M G K 5 Ɛ 2 R ⁄ ⁄ ω G ╲ ╲ ╲ ╲ R R ╲ ╲ ╲ ╲ ╲ ╲ R T 8 ≈ ≈ ≈ 8 5 8 bbox=[35, 327, 984, 339]
thumbnail-cell bbox=[52, 1415, 58, 1421]
chart-row: ◆ ◆ ◆ ◆ ◆ ⁄ ⁄ ◟ G R ╲ ╲ ╲ R K K ≈ 9 ⊓ ◆ ⊓ ⊓ ∗ ◆ ⊡ ⊓ ◆ G 9 ω ⊎ ω ω ω ≈ ⊡ ⁄ Ɛ ∏ ∗ Ɛ ω Ω Ω ∗ ⊓ ⁄ Ɛ bbox=[35, 1237, 793, 1249]
chart-row: ⊙ ⊙ ⊙ ⊙ ⊙ ⊙ ⊙ ⊙ ⊙ ⊙ ⊙ ⊙ ⊙ ⊙ ◢ ◒ ◒ ◢ ╳ ╳ ╳ ╳ ⊎ 2 R ╲ R R K ≈ 9 ≈ 9 ω Ɛ ⊓ Ω K ╲ ╲ ╲ R ⁄ ⁄ G ╲ K 5 Ω ∴ ∴ Ɛ 5 ■ Ω Ω ◆ Ω bbox=[35, 359, 953, 371]
thumbnail-cell bbox=[45, 1409, 51, 1415]
chart-map-page-label: Chart Map Page N° 1 bbox=[34, 59, 215, 80]
thumbnail-cell bbox=[52, 1434, 58, 1440]
thumbnail-cell bbox=[65, 1421, 71, 1427]
chart-row: ⊙ ◒ ◒ ◒ ◒ ◢ ◢ ◢ ◢ ω ◆ ◆ ◆ ⁄ ⁄ ⁄ ⁄ ⁄ ⁄ G ⊓ Ω K ω Ω ⌘ ¢ ◆ ⊡ ◆ ⊡ ω G Ɛ ◘ Ω ∗ ¢ ◬ ◬ ∗ ¢ ¶ ¶ ¢ ⊡ ¶ ∴ ¶ ⁄ ✚ 8 ≈ Ɛ 8 bbox=[35, 535, 904, 547]
chart-row: ⊎ ⊎ ω ◆ ◆ ◆ ◆ ◆ ◆ ◆ ◆ ⁄ ⁄ ◟ 2 K K R ╲ K ω 9 m ⊓ ∴ ◬ ◬ ⁄ ◬ ¶ ◆ ∗ ◆ ■ ⊓ ∗ ∗ ⊓ ∗ ¶ ⊓ ⊓ ⊓ ♪ ◬ ∴ ◆ ◬ ✚ 6 ∏ ∗ ◬ ¶ ∗ ■ ∗ o o ∗ bbox=[35, 870, 985, 882]
chart-row: ⊙ ⊙ ⊙ ⊙ ⊙ ⊙ ⊙ ⊙ ⊙ ⊙ ⊙ ⊙ ⊙ ⊙ ⊙ ⊙ ⊙ ⊙ ⊙ ⊙ ◒ ◒ ◒ ◆ R ⊎ ω R R R ╲ R ╲ R G G ⁄ ⁄ ⁄ ⁄ ╲ ╲ ╲ ╲ R ╲ ╲ ╲ ╲ R R K 8 5 ≈ 2 ≈ ω ✚ bbox=[35, 295, 969, 307]
thumbnail-cell bbox=[45, 1447, 51, 1453]
chart-row: ⊙ ⊙ ⊙ ⊙ ⊙ ⊙ ⊙ ⊙ ⊙ ⊙ ⊙ ⊙ ⊙ ⊙ ⊙ ⊙ ⊙ ⊙ ⊙ ◒ ◒ ◒ ◒ ╳ R R R R K M G ≈ G R K ≈ ⁄ ⁄ ╲ K ╲ K ≈ R ╲ ╲ ╲ ╲ ╲ ╲ ╲ K R 8 8 8 5 ✚ bbox=[35, 311, 953, 323]
chart-row: ◢ ◢ ◢ ◢ ◢ ◢ ◢ ◢ ╳ ╳ ⊎ ω G M ╲ ╲ R 9 ω Ω 9 ⊎ Ω Ɛ ◆ ⊓ ⊓ § ♪ ∀ ⁄ ⁄ ⁄ ¢ ⊡ ◘ ⊡ ¶ ⊓ ¶ ¶ ‰ ⊓ 8 ⊓ ⊓ ¶ ∗ ∗ ∀ ∀ ∀ ∀ ∀ bbox=[35, 726, 889, 738]
thumbnail-cell bbox=[45, 1441, 51, 1447]
